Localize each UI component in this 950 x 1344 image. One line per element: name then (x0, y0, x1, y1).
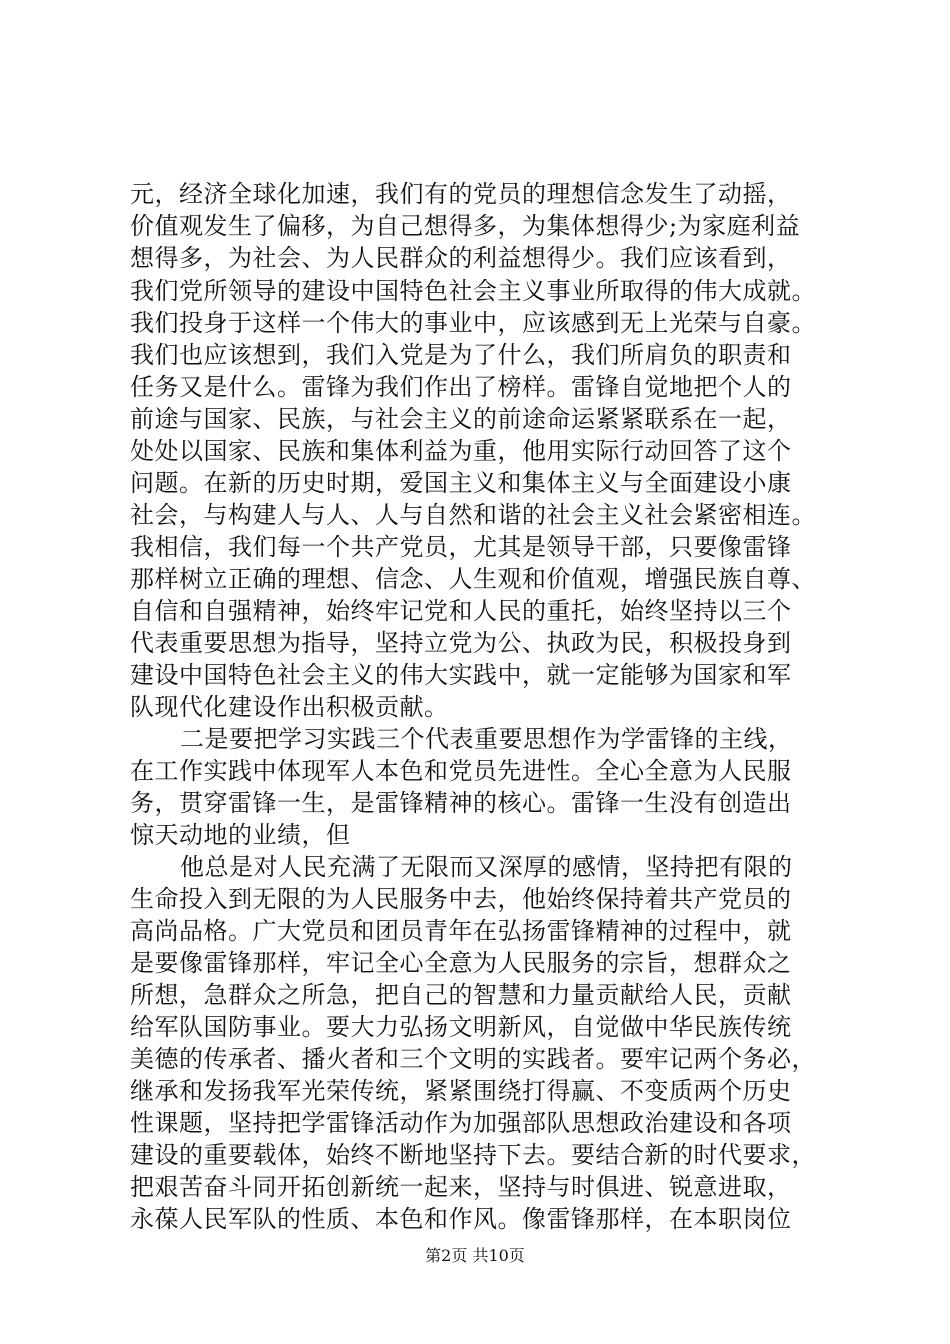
text-line: 前途与国家、民族，与社会主义的前途命运紧紧联系在一起， (130, 405, 792, 433)
text-line: 想得多，为社会、为人民群众的利益想得少。我们应该看到， (130, 244, 792, 272)
text-line: 高尚品格。广大党员和团员青年在弘扬雷锋精神的过程中，就 (130, 917, 792, 945)
text-line: 惊天动地的业绩，但 (130, 821, 351, 849)
text-line: 自信和自强精神，始终牢记党和人民的重托，始终坚持以三个 (130, 597, 792, 625)
text-line: 在工作实践中体现军人本色和党员先进性。全心全意为人民服 (130, 757, 792, 785)
text-line: 处处以国家、民族和集体利益为重，他用实际行动回答了这个 (130, 437, 792, 465)
text-line: 代表重要思想为指导，坚持立党为公、执政为民，积极投身到 (130, 629, 792, 657)
text-line: 美德的传承者、播火者和三个文明的实践者。要牢记两个务必， (130, 1045, 816, 1073)
paragraph-start-line: 他总是对人民充满了无限而又深厚的感情，坚持把有限的 (180, 853, 793, 881)
text-line: 元，经济全球化加速，我们有的党员的理想信念发生了动摇， (130, 180, 792, 208)
text-line: 建设中国特色社会主义的伟大实践中，就一定能够为国家和军 (130, 661, 792, 689)
text-line: 所想，急群众之所急，把自己的智慧和力量贡献给人民，贡献 (130, 981, 792, 1009)
text-line: 把艰苦奋斗同开拓创新统一起来，坚持与时俱进、锐意进取， (130, 1173, 792, 1201)
text-line: 我们党所领导的建设中国特色社会主义事业所取得的伟大成就。 (130, 277, 816, 305)
text-line: 性课题，坚持把学雷锋活动作为加强部队思想政治建设和各项 (130, 1109, 792, 1137)
text-line: 我相信，我们每一个共产党员，尤其是领导干部，只要像雷锋 (130, 533, 792, 561)
paragraph-start-line: 二是要把学习实践三个代表重要思想作为学雷锋的主线， (180, 725, 793, 753)
text-line: 继承和发扬我军光荣传统，紧紧围绕打得赢、不变质两个历史 (130, 1077, 792, 1105)
text-line: 我们也应该想到，我们入党是为了什么，我们所肩负的职责和 (130, 341, 792, 369)
text-line: 生命投入到无限的为人民服务中去，他始终保持着共产党员的 (130, 885, 792, 913)
text-line: 任务又是什么。雷锋为我们作出了榜样。雷锋自觉地把个人的 (130, 373, 792, 401)
text-line: 是要像雷锋那样，牢记全心全意为人民服务的宗旨，想群众之 (130, 949, 792, 977)
text-line: 建设的重要载体，始终不断地坚持下去。要结合新的时代要求， (130, 1141, 816, 1169)
text-line: 问题。在新的历史时期，爱国主义和集体主义与全面建设小康 (130, 469, 792, 497)
text-line: 价值观发生了偏移，为自己想得多，为集体想得少;为家庭利益 (130, 212, 801, 240)
text-line: 那样树立正确的理想、信念、人生观和价值观，增强民族自尊、 (130, 565, 816, 593)
text-line: 社会，与构建人与人、人与自然和谐的社会主义社会紧密相连。 (130, 501, 816, 529)
text-line: 务，贯穿雷锋一生，是雷锋精神的核心。雷锋一生没有创造出 (130, 789, 792, 817)
text-line: 给军队国防事业。要大力弘扬文明新风，自觉做中华民族传统 (130, 1013, 792, 1041)
page-number-footer: 第2页 共10页 (425, 1246, 525, 1265)
text-line: 我们投身于这样一个伟大的事业中，应该感到无上光荣与自豪。 (130, 309, 816, 337)
text-line: 永葆人民军队的性质、本色和作风。像雷锋那样，在本职岗位 (130, 1205, 792, 1233)
text-line: 队现代化建设作出积极贡献。 (130, 693, 449, 721)
